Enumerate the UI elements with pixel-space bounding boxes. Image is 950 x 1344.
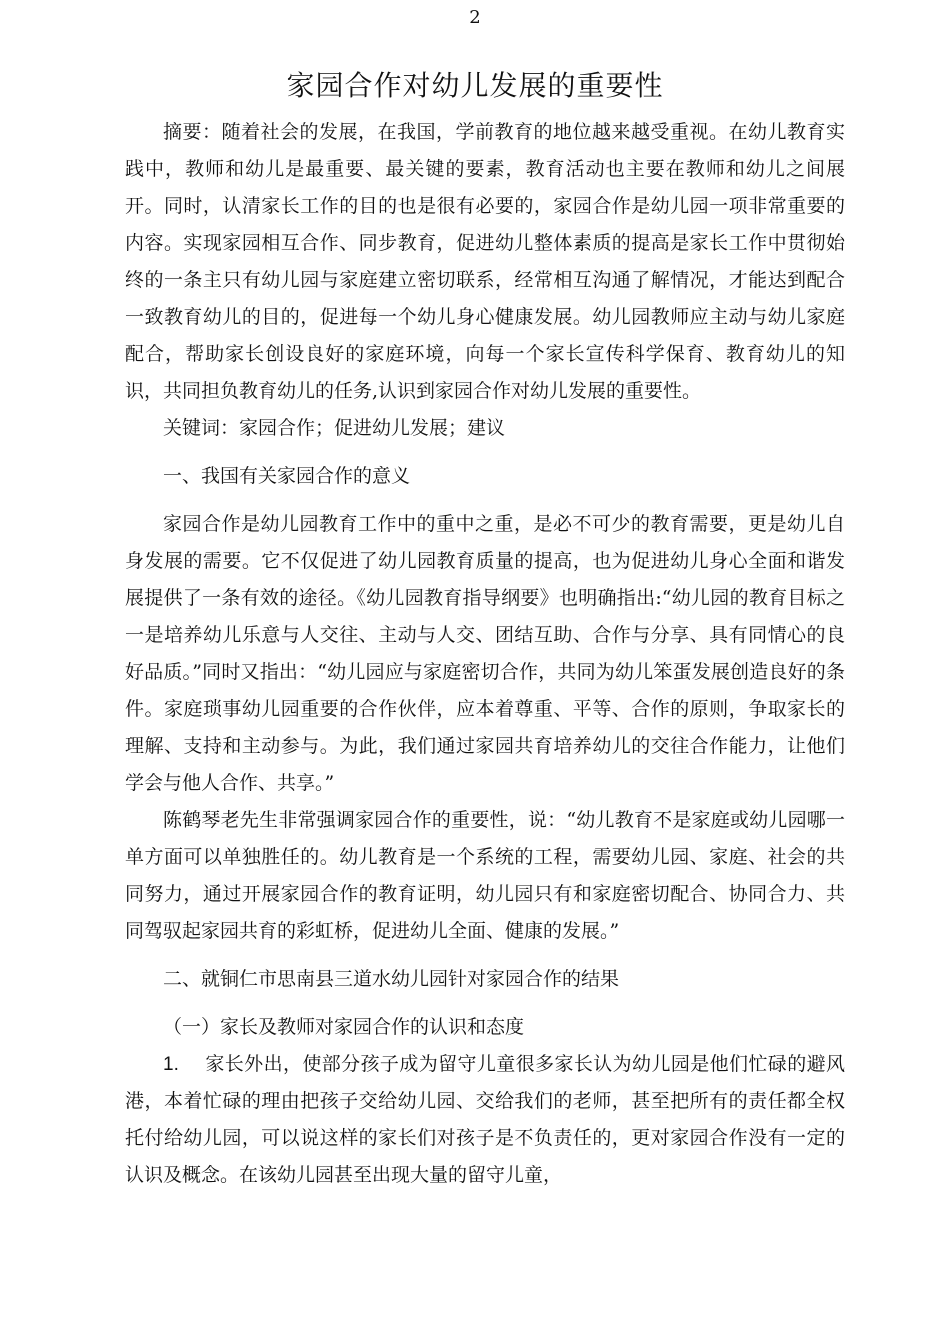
document-title: 家园合作对幼儿发展的重要性: [286, 69, 664, 102]
subsection-heading-1: （一）家长及教师对家园合作的认识和态度: [163, 1016, 525, 1038]
item-number: 1.: [163, 1054, 179, 1075]
page-number: 2: [469, 7, 481, 28]
numbered-item-1: [125, 1046, 845, 1194]
section-heading-2: 二、就铜仁市思南县三道水幼儿园针对家园合作的结果: [163, 968, 620, 990]
section-heading-1: 一、我国有关家园合作的意义: [163, 465, 411, 487]
keywords-line: 关键词：家园合作；促进幼儿发展；建议: [163, 417, 506, 439]
abstract-paragraph: 摘要：随着社会的发展，在我国，学前教育的地位越来越受重视。在幼儿教育实践中，教师和幼儿是最重要、最关键的要素，教育活动也主要在教师和幼儿之间展开。同时，认清家长工作的目的也是很有必要的，家园合作是幼儿园一项非常重要的内容。实现家园相互合作、同步教育，促进幼儿整体素质的提高是家长工作中贯彻始终的一条主只有幼儿园与家庭建立密切联系，经常相互沟通了解情况，才能达到配合一致教育幼儿的目的，促进每一个幼儿身心健康发展。幼儿园教师应主动与幼儿家庭配合，帮助家长创设良好的家庭环境，向每一个家长宣传科学保育、教育幼儿的知识，共同担负教育幼儿的任务,认识到家园合作对幼儿发展的重要性。: [125, 121, 845, 402]
section1-paragraph-2: 陈鹤琴老先生非常强调家园合作的重要性，说：“幼儿教育不是家庭或幼儿园哪一单方面可以单独胜任的。幼儿教育是一个系统的工程，需要幼儿园、家庭、社会的共同努力，通过开展家园合作的教育证明，幼儿园只有和家庭密切配合、协同合力、共同驾驭起家园共育的彩虹桥，促进幼儿全面、健康的发展。”: [125, 809, 845, 942]
item-text: 家长外出，使部分孩子成为留守儿童很多家长认为幼儿园是他们忙碌的避风港，本着忙碌的理由把孩子交给幼儿园、交给我们的老师，甚至把所有的责任都全权托付给幼儿园，可以说这样的家长们对孩子是不负责任的，更对家园合作没有一定的认识及概念。在该幼儿园甚至出现大量的留守儿童，: [125, 1053, 845, 1186]
section1-paragraph-1: 家园合作是幼儿园教育工作中的重中之重，是必不可少的教育需要，更是幼儿自身发展的需要。它不仅促进了幼儿园教育质量的提高，也为促进幼儿身心全面和谐发展提供了一条有效的途径。《幼儿园教育指导纲要》也明确指出:“幼儿园的教育目标之一是培养幼儿乐意与人交往、主动与人交、团结互助、合作与分享、具有同情心的良好品质。”同时又指出：“幼儿园应与家庭密切合作，共同为幼儿笨蛋发展创造良好的条件。家庭琐事幼儿园重要的合作伙伴，应本着尊重、平等、合作的原则，争取家长的理解、支持和主动参与。为此，我们通过家园共育培养幼儿的交往合作能力，让他们学会与他人合作、共享。”: [125, 513, 845, 794]
document-body: [125, 114, 845, 1194]
